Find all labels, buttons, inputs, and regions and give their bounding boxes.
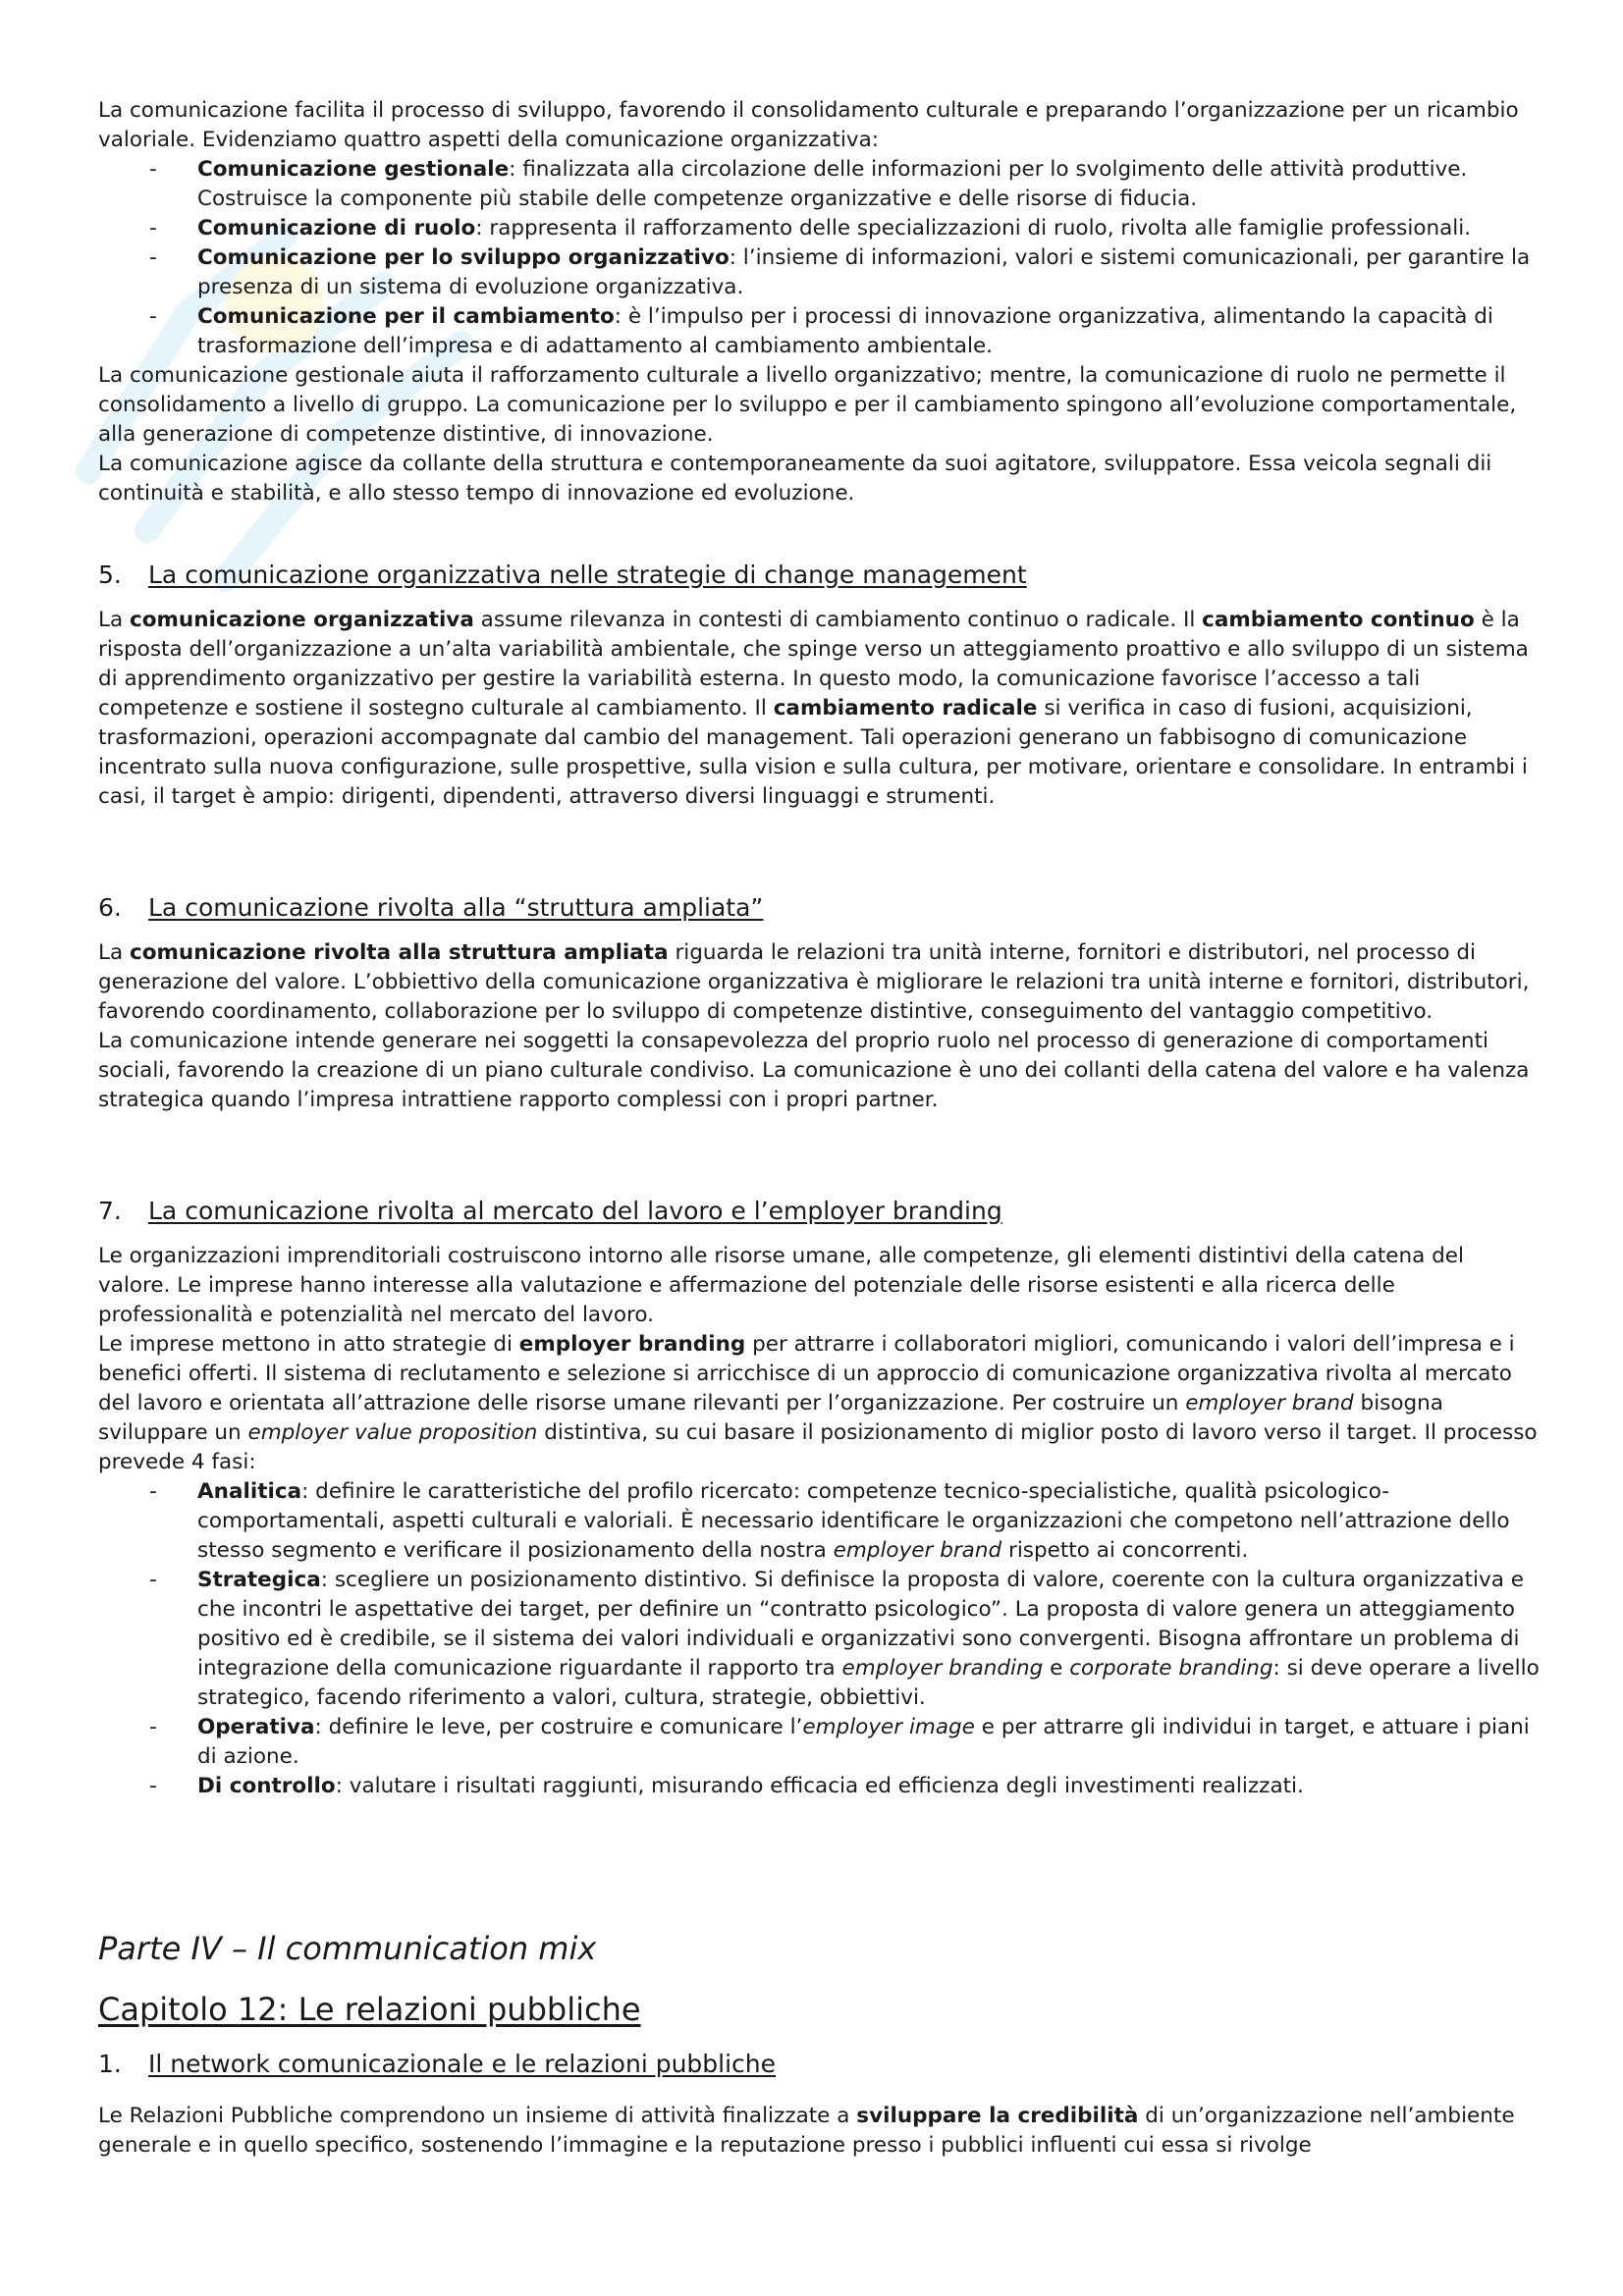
intro-paragraph: La comunicazione facilita il processo di sviluppo, favorendo il consolidamento culturale e preparando l’organizzazione per un ricambio valoriale. Evidenziamo quattro aspetti della comunicazione organizzativa: <box>98 98 1519 152</box>
section-heading-7: 7. La comunicazione rivolta al mercato del lavoro e l’employer branding <box>98 1197 1002 1225</box>
section-7-paragraph-2: Le imprese mettono in atto strategie di employer branding per attrarre i collaboratori migliori, comunicando i valori dell’impresa e i benefici offerti. Il sistema di reclutamento e selezione si arricchisce di un approccio di comunicazione organizzativa rivolta al mercato del lavoro e orientata all’attrazione delle risorse umane rilevanti per l’organizzazione. Per costruire un employer brand bisogna sviluppare un employer value proposition distintiva, su cui basare il posizionamento di miglior posto di lavoro verso il target. Il processo prevede 4 fasi: <box>98 1332 1538 1474</box>
list-item: - Comunicazione di ruolo: rappresenta il rafforzamento delle specializzazioni di ruolo, rivolta alle famiglie professionali. <box>149 216 1472 240</box>
document-page <box>98 96 1542 2161</box>
section-5-paragraph: La comunicazione organizzativa assume rilevanza in contesti di cambiamento continuo o radicale. Il cambiamento continuo è la risposta dell’organizzazione a un’alta variabilità ambientale, che spinge verso un atteggiamento proattivo e allo sviluppo di un sistema di apprendimento organizzativo per gestire la variabilità esterna. In questo modo, la comunicazione favorisce l’accesso a tali competenze e sostiene il sostegno culturale al cambiamento. Il cambiamento radicale si verifica in caso di fusioni, acquisizioni, trasformazioni, operazioni accompagnate dal cambio del management. Tali operazioni generano un fabbisogno di comunicazione incentrato sulla nuova configurazione, sulle prospettive, sulla vision e sulla cultura, per motivare, orientare e consolidare. In entrambi i casi, il target è ampio: dirigenti, dipendenti, attraverso diversi linguaggi e strumenti. <box>98 608 1529 809</box>
chapter-title: Capitolo 12: Le relazioni pubbliche <box>98 1991 641 2028</box>
chapter-section-paragraph: Le Relazioni Pubbliche comprendono un insieme di attività finalizzate a sviluppare la credibilità di un’organizzazione nell’ambiente generale e in quello specifico, sostenendo l’immagine e la reputazione presso i pubblici influenti cui essa si rivolge <box>98 2104 1515 2158</box>
body-paragraph: La comunicazione gestionale aiuta il rafforzamento culturale a livello organizzativo; mentre, la comunicazione di ruolo ne permette il consolidamento a livello di gruppo. La comunicazione per lo sviluppo e per il cambiamento spingono all’evoluzione comportamentale, alla generazione di competenze distintive, di innovazione. <box>98 363 1517 447</box>
part-title: Parte IV – Il communication mix <box>98 1930 597 1967</box>
list-item: - Comunicazione per lo sviluppo organizzativo: l’insieme di informazioni, valori e sistemi comunicazionali, per garantire la presenza di un sistema di evoluzione organizzativa. <box>149 245 1531 299</box>
aspects-list <box>98 155 1542 361</box>
list-item: - Analitica: definire le caratteristiche del profilo ricercato: competenze tecnico-specialistiche, qualità psicologico-comportamentali, aspetti culturali e valoriali. È necessario identificare le organizzazioni che competono nell’attrazione dello stesso segmento e verificare il posizionamento della nostra employer brand rispetto ai concorrenti. <box>149 1479 1510 1563</box>
section-7-paragraph: Le organizzazioni imprenditoriali costruiscono intorno alle risorse umane, alle competenze, gli elementi distintivi della catena del valore. Le imprese hanno interesse alla valutazione e affermazione del potenziale delle risorse esistenti e alla ricerca delle professionalità e potenzialità nel mercato del lavoro. <box>98 1244 1464 1327</box>
list-item: - Operativa: definire le leve, per costruire e comunicare l’employer image e per attrarre gli individui in target, e attuare i piani di azione. <box>149 1715 1530 1769</box>
section-heading-6: 6. La comunicazione rivolta alla “struttura ampliata” <box>98 893 764 922</box>
section-6-paragraph-2: La comunicazione intende generare nei soggetti la consapevolezza del proprio ruolo nel processo di generazione di comportamenti sociali, favorendo la creazione di un piano culturale condiviso. La comunicazione è uno dei collanti della catena del valore e ha valenza strategica quando l’impresa intrattiene rapporto complessi con i propri partner. <box>98 1029 1530 1112</box>
list-item: - Di controllo: valutare i risultati raggiunti, misurando efficacia ed efficienza degli investimenti realizzati. <box>149 1774 1304 1798</box>
list-item: - Strategica: scegliere un posizionamento distintivo. Si definisce la proposta di valore, coerente con la cultura organizzativa e che incontri le aspettative dei target, per definire un “contratto psicologico”. La proposta di valore genera un atteggiamento positivo ed è credibile, se il sistema dei valori individuali e organizzativi sono convergenti. Bisogna affrontare un problema di integrazione della comunicazione riguardante il rapporto tra employer branding e corporate branding: si deve operare a livello strategico, facendo riferimento a valori, cultura, strategie, obbiettivi. <box>149 1568 1540 1710</box>
chapter-section-heading-1: 1. Il network comunicazionale e le relazioni pubbliche <box>98 2050 777 2078</box>
section-6-paragraph: La comunicazione rivolta alla struttura ampliata riguarda le relazioni tra unità interne, fornitori e distributori, nel processo di generazione del valore. L’obbiettivo della comunicazione organizzativa è migliorare le relazioni tra unità interne e fornitori, distributori, favorendo coordinamento, collaborazione per lo sviluppo di competenze distintive, conseguimento del vantaggio competitivo. <box>98 940 1530 1024</box>
list-item: - Comunicazione gestionale: finalizzata alla circolazione delle informazioni per lo svolgimento delle attività produttive. Costruisce la componente più stabile delle competenze organizzative e delle risorse di fiducia. <box>149 157 1468 211</box>
section-heading-5: 5. La comunicazione organizzativa nelle strategie di change management <box>98 561 1027 589</box>
body-paragraph: La comunicazione agisce da collante della struttura e contemporaneamente da suoi agitatore, sviluppatore. Essa veicola segnali dii continuità e stabilità, e allo stesso tempo di innovazione ed evoluzione. <box>98 452 1492 506</box>
list-item: - Comunicazione per il cambiamento: è l’impulso per i processi di innovazione organizzativa, alimentando la capacità di trasformazione dell’impresa e di adattamento al cambiamento ambientale. <box>149 304 1493 358</box>
phases-list <box>98 1477 1542 1801</box>
